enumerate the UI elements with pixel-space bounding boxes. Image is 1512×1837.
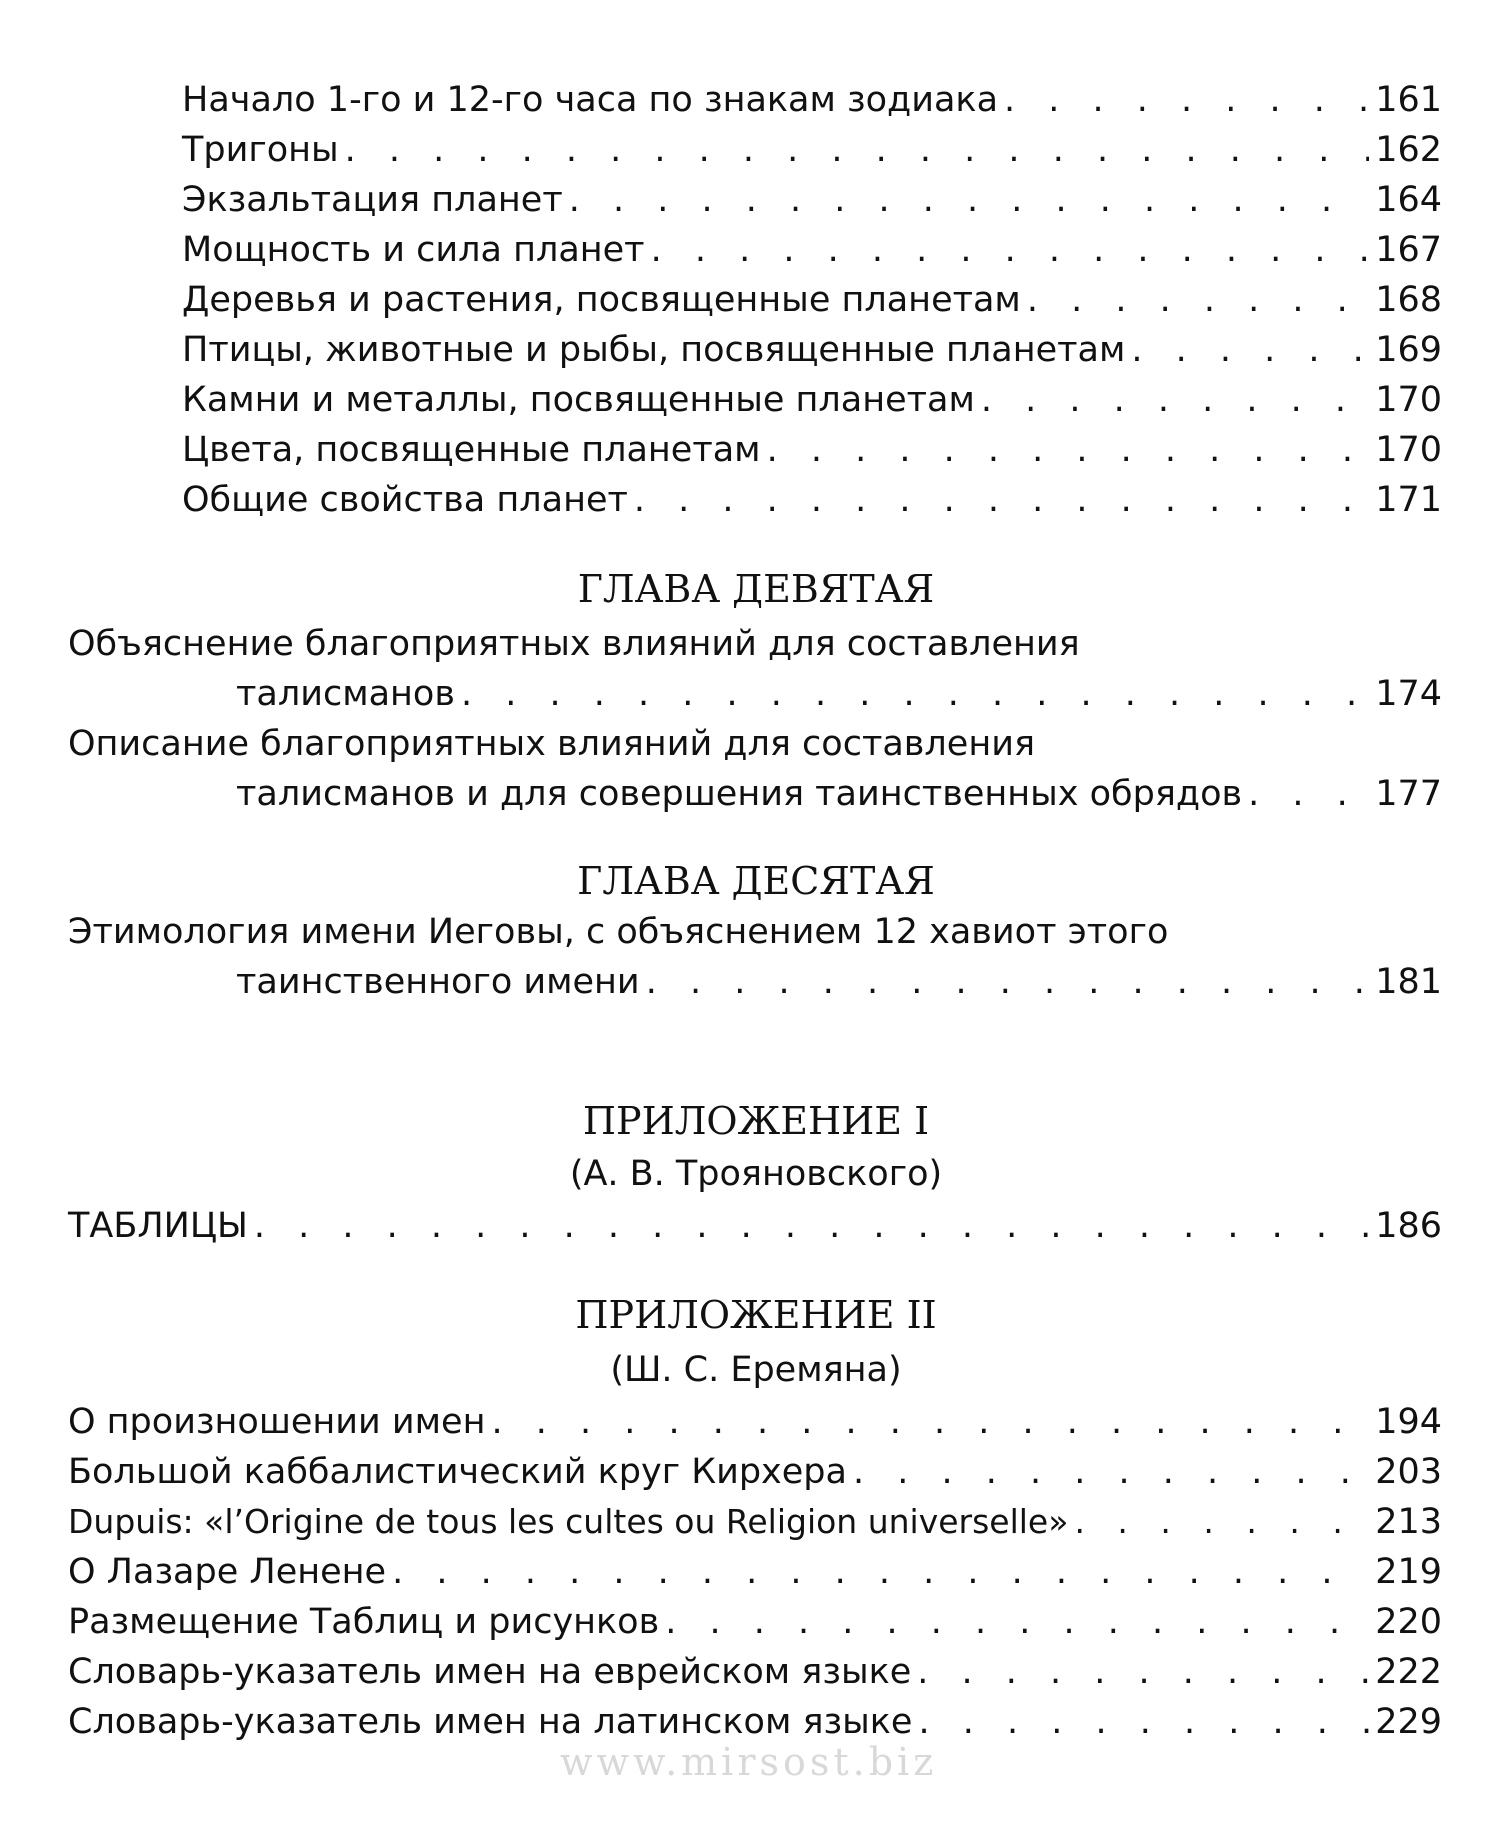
dot-leader xyxy=(917,1648,1369,1696)
toc-entry-page: 213 xyxy=(1375,1502,1442,1542)
toc-entry xyxy=(182,76,1442,124)
toc-entry-page: 181 xyxy=(1375,962,1442,1002)
toc-entry-page: 171 xyxy=(1375,480,1442,520)
dot-leader xyxy=(634,476,1369,524)
toc-entry-title: Деревья и растения, посвященные планетам xyxy=(182,280,1021,320)
toc-entry-title: Большой каббалистический круг Кирхера xyxy=(68,1452,847,1492)
toc-entry xyxy=(182,276,1442,324)
toc-entry-page: 177 xyxy=(1375,774,1442,814)
toc-entry-title: Цвета, посвященные планетам xyxy=(182,430,761,470)
toc-entry-page: 164 xyxy=(1375,180,1442,220)
dot-leader xyxy=(569,176,1369,224)
toc-entry-title: Тригоны xyxy=(182,130,339,170)
toc-entry-title: Начало 1-го и 12-го часа по знакам зодиака xyxy=(182,80,999,120)
toc-entry-title: талисманов xyxy=(236,674,455,714)
toc-entry-title: таинственного имени xyxy=(236,962,640,1002)
dot-leader xyxy=(345,126,1370,174)
dot-leader xyxy=(392,1548,1369,1596)
dot-leader xyxy=(254,1202,1369,1250)
toc-entry-title-line: Описание благоприятных влияний для составления xyxy=(68,724,1036,764)
chapter-heading: ГЛАВА ДЕВЯТАЯ xyxy=(577,567,935,611)
toc-entry-title-line: Объяснение благоприятных влияний для составления xyxy=(68,624,1080,664)
toc-entry-page: 203 xyxy=(1375,1452,1442,1492)
toc-entry-page: 186 xyxy=(1375,1206,1442,1246)
toc-entry-page: 222 xyxy=(1375,1652,1442,1692)
toc-entry-title-line: Этимология имени Иеговы, с объяснением 12 хавиот этого xyxy=(68,912,1169,952)
toc-entry xyxy=(68,1398,1442,1446)
dot-leader xyxy=(981,376,1369,424)
toc-entry-title: Словарь-указатель имен на еврейском языке xyxy=(68,1652,912,1692)
dot-leader xyxy=(646,958,1370,1006)
toc-entry-title: Общие свойства планет xyxy=(182,480,628,520)
dot-leader xyxy=(1004,76,1369,124)
dot-leader xyxy=(461,670,1369,718)
dot-leader xyxy=(491,1398,1369,1446)
watermark: www.mirsost.biz xyxy=(560,1740,938,1784)
dot-leader xyxy=(767,426,1370,474)
dot-leader xyxy=(665,1598,1369,1646)
dot-leader xyxy=(651,226,1370,274)
toc-entry-page: 161 xyxy=(1375,80,1442,120)
toc-entry-page: 167 xyxy=(1375,230,1442,270)
dot-leader xyxy=(1027,276,1369,324)
toc-entry xyxy=(68,1202,1442,1250)
toc-entry xyxy=(182,176,1442,224)
toc-entry xyxy=(68,1448,1442,1496)
toc-entry-title: Размещение Таблиц и рисунков xyxy=(68,1602,660,1642)
dot-leader xyxy=(1248,770,1369,818)
dot-leader xyxy=(1074,1498,1369,1546)
toc-entry xyxy=(68,1548,1442,1596)
toc-entry xyxy=(68,1648,1442,1696)
toc-entry-page: 174 xyxy=(1375,674,1442,714)
toc-entry-title: талисманов и для совершения таинственных обрядов xyxy=(236,774,1243,814)
toc-entry-title: Камни и металлы, посвященные планетам xyxy=(182,380,975,420)
toc-entry-page: 220 xyxy=(1375,1602,1442,1642)
appendix-author: (А. В. Трояновского) xyxy=(569,1154,943,1194)
toc-entry xyxy=(68,1498,1442,1546)
toc-entry xyxy=(182,376,1442,424)
toc-entry-page: 168 xyxy=(1375,280,1442,320)
toc-entry xyxy=(236,958,1442,1006)
toc-entry-title: ТАБЛИЦЫ xyxy=(68,1206,248,1246)
dot-leader xyxy=(853,1448,1369,1496)
toc-entry xyxy=(182,226,1442,274)
toc-entry xyxy=(182,126,1442,174)
toc-entry-page: 194 xyxy=(1375,1402,1442,1442)
chapter-heading: ГЛАВА ДЕСЯТАЯ xyxy=(577,859,935,903)
toc-entry-title: О произношении имен xyxy=(68,1402,486,1442)
toc-entry-title: Dupuis: «l’Origine de tous les cultes ou Religion universelle» xyxy=(68,1502,1069,1541)
toc-entry-title: О Лазаре Ленене xyxy=(68,1552,387,1592)
toc-entry-title: Мощность и сила планет xyxy=(182,230,645,270)
toc-entry xyxy=(236,770,1442,818)
appendix-heading: ПРИЛОЖЕНИЕ II xyxy=(575,1293,937,1337)
toc-entry xyxy=(236,670,1442,718)
dot-leader xyxy=(1131,326,1369,374)
toc-entry-title: Экзальтация планет xyxy=(182,180,563,220)
toc-entry-title: Словарь-указатель имен на латинском языке xyxy=(68,1702,913,1742)
toc-entry-page: 229 xyxy=(1375,1702,1442,1742)
dot-leader xyxy=(918,1698,1369,1746)
toc-entry xyxy=(182,476,1442,524)
appendix-heading: ПРИЛОЖЕНИЕ I xyxy=(582,1099,930,1143)
toc-entry-page: 219 xyxy=(1375,1552,1442,1592)
toc-entry xyxy=(182,426,1442,474)
toc-entry-page: 170 xyxy=(1375,380,1442,420)
toc-entry xyxy=(68,1698,1442,1746)
toc-entry-page: 162 xyxy=(1375,130,1442,170)
appendix-author: (Ш. С. Еремяна) xyxy=(610,1350,902,1390)
toc-entry xyxy=(182,326,1442,374)
toc-entry-title: Птицы, животные и рыбы, посвященные планетам xyxy=(182,330,1126,370)
toc-entry-page: 170 xyxy=(1375,430,1442,470)
toc-entry xyxy=(68,1598,1442,1646)
toc-entry-page: 169 xyxy=(1375,330,1442,370)
